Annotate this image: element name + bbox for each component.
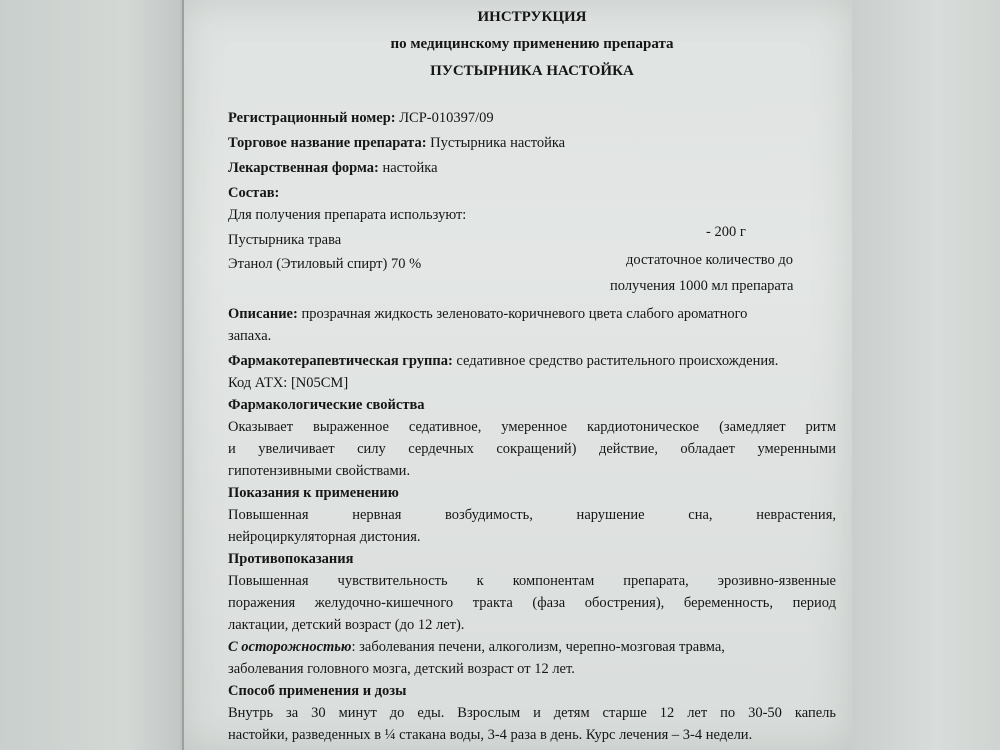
composition-label: Состав: [228,185,280,201]
dosage-form-value: настойка [382,160,438,176]
trade-name-label: Торговое название препарата: [228,135,427,151]
document-subtitle: по медицинскому применению препарата [390,36,674,52]
description-text-cont: запаха. [228,328,272,344]
properties-line-1: Оказывает выраженное седативное, умеренное кардиотоническое (замедляет ритм [228,419,836,435]
item2-amount-line2: получения 1000 мл препарата [610,278,794,294]
registration-value: ЛСР-010397/09 [399,110,494,126]
properties-line-2: и увеличивает силу сердечных сокращений) действие, обладает умеренными [228,441,836,457]
caution-line-2: заболевания головного мозга, детский возраст от 12 лет. [228,661,575,677]
item1-name: Пустырника трава [228,232,342,248]
dosage-line-1: Внутрь за 30 минут до еды. Взрослым и детям старше 12 лет по 30-50 капель [228,705,836,721]
contraindications-line-3: лактации, детский возраст (до 12 лет). [228,617,465,633]
indications-title: Показания к применению [228,485,399,501]
pharm-group-label: Фармакотерапевтическая группа: [228,353,453,369]
composition-item-2-cont [228,273,836,295]
item1-amount: - 200 г [706,224,746,240]
paper-edge [182,0,184,750]
contraindications-line-2: поражения желудочно-кишечного тракта (фаза обострения), беременность, период [228,595,836,611]
background-right [840,0,1000,750]
pharm-group-value: седативное средство растительного происхождения. [456,353,779,369]
caution-line [228,636,836,658]
item2-name: Этанол (Этиловый спирт) 70 % [228,256,422,272]
caution-label: С осторожностью [228,639,352,655]
dosage-title: Способ применения и дозы [228,683,407,699]
indications-line-1: Повышенная нервная возбудимость, нарушение сна, неврастения, [228,507,836,523]
contraindications-line-1: Повышенная чувствительность к компонентам препарата, эрозивно-язвенные [228,573,836,589]
contraindications-title: Противопоказания [228,551,354,567]
description-line [228,303,836,325]
indications-line-2: нейроциркуляторная дистония. [228,529,421,545]
composition-item-1 [228,224,836,251]
background-left [0,0,180,750]
atc-code: Код АТХ: [N05CM] [228,375,349,391]
dosage-form-label: Лекарственная форма: [228,160,379,176]
trade-name-line [228,132,836,154]
description-label: Описание: [228,306,298,322]
properties-title: Фармакологические свойства [228,397,425,413]
instruction-document [228,4,836,746]
dosage-form-line [228,157,836,179]
caution-text: : заболевания печени, алкоголизм, черепно-мозговая травма, [351,639,725,655]
properties-line-3: гипотензивными свойствами. [228,463,411,479]
pharm-group-line [228,350,836,372]
registration-label: Регистрационный номер: [228,110,396,126]
document-title: ИНСТРУКЦИЯ [477,9,587,25]
composition-intro: Для получения препарата используют: [228,207,467,223]
dosage-line-2: настойки, разведенных в ¼ стакана воды, 3-4 раза в день. Курс лечения – 3-4 недели. [228,727,753,743]
drug-name-title: ПУСТЫРНИКА НАСТОЙКА [430,63,634,79]
composition-item-2 [228,251,836,273]
description-text: прозрачная жидкость зеленовато-коричневого цвета слабого ароматного [301,306,748,322]
trade-name-value: Пустырника настойка [430,135,566,151]
item2-amount-line1: достаточное количество до [626,252,794,268]
registration-line [228,107,836,129]
